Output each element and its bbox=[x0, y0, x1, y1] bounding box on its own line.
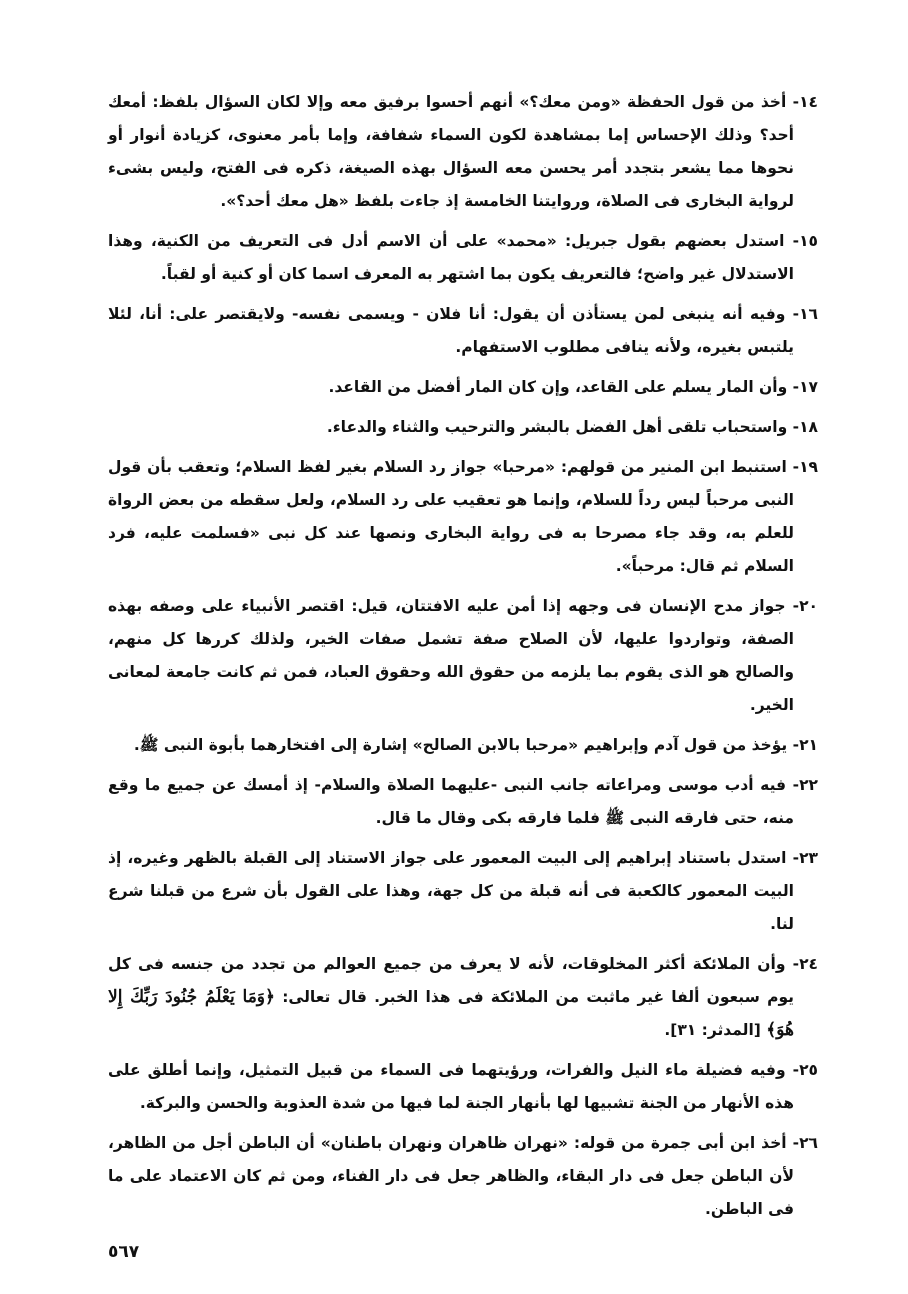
paragraph-text: فيه أدب موسى ومراعاته جانب النبى -عليهما الصلاة والسلام- إذ أمسك عن جميع ما وقع منه، حتى فارقه النبى ﷺ فلما فارقه بكى وقال ما قال. bbox=[108, 776, 794, 827]
paragraph-text: أخذ من قول الحفظة «ومن معك؟» أنهم أحسوا برفيق معه وإلا لكان السؤال بلفظ: أمعك أحد؟ وذلك الإحساس إما بمشاهدة لكون السماء شفافة، وإما بأمر معنوى، كزيادة أنوار أو نحوها مما يشعر بتجدد أمر يحسن معه السؤال بهذه الصيغة، ذكره فى الفتح، وليس بشىء لرواية البخارى فى الصلاة، وروايتنا الخامسة إذ جاءت بلفظ «هل معك أحد؟». bbox=[108, 93, 794, 210]
paragraph-25 bbox=[108, 1054, 818, 1120]
paragraph-22 bbox=[108, 769, 818, 835]
paragraph-text: أخذ ابن أبى جمرة من قوله: «نهران ظاهران ونهران باطنان» أن الباطن أجل من الظاهر، لأن الباطن جعل فى دار البقاء، والظاهر جعل فى دار الفناء، ومن ثم كان الاعتماد على ما فى الباطن. bbox=[108, 1134, 794, 1218]
item-number: ٢٠- bbox=[792, 597, 819, 615]
quran-verse: ﴿وَمَا يَعْلَمُ جُنُودَ رَبِّكَ إِلا هُوَ﴾ bbox=[108, 987, 794, 1040]
paragraph-text: استدل بعضهم بقول جبريل: «محمد» على أن الاسم أدل فى التعريف من الكنية، وهذا الاستدلال غير واضح؛ فالتعريف يكون بما اشتهر به المعرف اسما كان أو كنية أو لقباً. bbox=[108, 232, 794, 283]
item-number: ١٨- bbox=[792, 418, 818, 436]
paragraph-24 bbox=[108, 948, 818, 1047]
item-number: ٢١- bbox=[792, 736, 818, 754]
item-number: ٢٢- bbox=[792, 776, 818, 794]
item-number: ٢٤- bbox=[792, 955, 818, 973]
paragraph-17 bbox=[108, 371, 818, 404]
paragraph-16 bbox=[108, 298, 818, 364]
paragraph-20 bbox=[108, 590, 818, 722]
paragraph-text: وأن المار يسلم على القاعد، وإن كان المار أفضل من القاعد. bbox=[328, 378, 788, 396]
paragraph-text: جواز مدح الإنسان فى وجهه إذا أمن عليه الافتتان، قيل: اقتصر الأنبياء على وصفه بهذه الصفة، وتواردوا عليها، لأن الصلاح صفة تشمل صفات الخير، ولذلك كررها كل منهم، والصالح هو الذى يقوم بما يلزمه من حقوق الله وحقوق العباد، فمن ثم كانت جامعة لمعانى الخير. bbox=[108, 597, 794, 714]
paragraph-text: وفيه أنه ينبغى لمن يستأذن أن يقول: أنا فلان - ويسمى نفسه- ولايقتصر على: أنا، لئلا يلتبس بغيره، ولأنه ينافى مطلوب الاستفهام. bbox=[108, 305, 794, 356]
paragraph-15 bbox=[108, 225, 818, 291]
paragraph-text: يؤخذ من قول آدم وإبراهيم «مرحبا بالابن الصالح» إشارة إلى افتخارهما بأبوة النبى ﷺ. bbox=[133, 736, 788, 754]
paragraph-19 bbox=[108, 451, 818, 583]
paragraph-26 bbox=[108, 1127, 818, 1226]
item-number: ١٦- bbox=[792, 305, 818, 323]
paragraph-21 bbox=[108, 729, 818, 762]
verse-reference: [المدثر: ٣١]. bbox=[664, 1021, 761, 1039]
item-number: ١٩- bbox=[792, 458, 818, 476]
page-number: ٥٦٧ bbox=[108, 1242, 140, 1262]
item-number: ١٤- bbox=[792, 93, 818, 111]
paragraph-text: وفيه فضيلة ماء النيل والفرات، ورؤيتهما فى السماء من قبيل التمثيل، وإنما أطلق على هذه الأنهار من الجنة تشبيها لها بأنهار الجنة لما فيها من شدة العذوبة والحسن والبركة. bbox=[108, 1061, 794, 1112]
item-number: ٢٦- bbox=[792, 1134, 818, 1152]
item-number: ١٧- bbox=[792, 378, 818, 396]
paragraph-text: واستحباب تلقى أهل الفضل بالبشر والترحيب والثناء والدعاء. bbox=[326, 418, 788, 436]
paragraph-23 bbox=[108, 842, 818, 941]
paragraph-text: استدل باستناد إبراهيم إلى البيت المعمور على جواز الاستناد إلى القبلة بالظهر وغيره، إذ البيت المعمور كالكعبة فى أنه قبلة من كل جهة، وهذا على القول بأن شرع من قبلنا شرع لنا. bbox=[108, 849, 794, 933]
paragraph-14 bbox=[108, 86, 818, 218]
paragraph-18 bbox=[108, 411, 818, 444]
item-number: ٢٥- bbox=[792, 1061, 818, 1079]
item-number: ٢٣- bbox=[792, 849, 818, 867]
item-number: ١٥- bbox=[792, 232, 818, 250]
paragraph-text: استنبط ابن المنير من قولهم: «مرحبا» جواز رد السلام بغير لفظ السلام؛ وتعقب بأن قول النبى مرحباً ليس رداً للسلام، وإنما هو تعقيب على رد السلام، ولعل سقطه من بعض الرواة للعلم به، وقد جاء مصرحا به فى رواية البخارى ونصها عند كل نبى «فسلمت عليه، فرد السلام ثم قال: مرحباً». bbox=[108, 458, 794, 575]
page-body bbox=[108, 0, 818, 1294]
paragraph-text: وأن الملائكة أكثر المخلوقات، لأنه لا يعرف من جميع العوالم من تجدد من جنسه فى كل يوم سبعون ألفا غير ماثبت من الملائكة فى هذا الخبر. قال تعالى: bbox=[108, 955, 794, 1006]
